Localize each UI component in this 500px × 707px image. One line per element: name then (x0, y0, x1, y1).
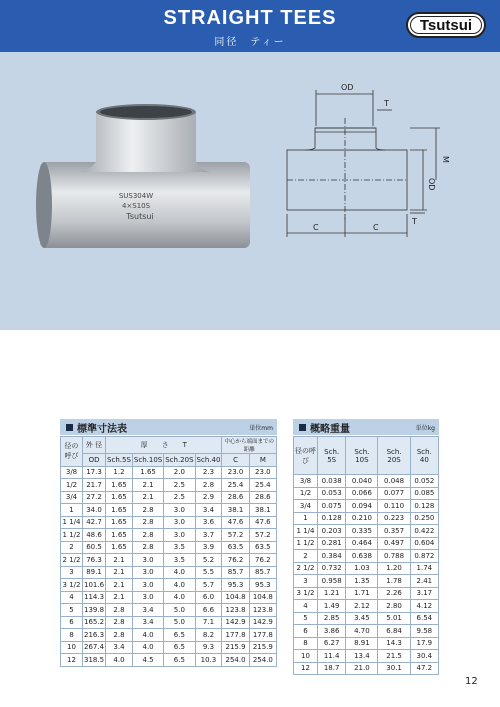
table-row (294, 475, 439, 488)
table-cell: 21.5 (378, 650, 410, 663)
table-cell: 23.0 (249, 466, 276, 479)
table-row (61, 616, 277, 629)
table-row (294, 487, 439, 500)
table-cell: 17.3 (83, 466, 106, 479)
label-t-top: T (384, 99, 389, 108)
table-cell: 1.65 (106, 504, 133, 517)
table-cell: 34.0 (83, 504, 106, 517)
table-cell: 114.3 (83, 591, 106, 604)
table-cell: 3/8 (61, 466, 83, 479)
table-cell: 0.422 (410, 525, 438, 538)
table-cell: 2.1 (106, 591, 133, 604)
table-row (294, 562, 439, 575)
table-cell: 8.91 (346, 637, 378, 650)
table-cell: 1.35 (346, 575, 378, 588)
label-c-left: C (313, 223, 319, 232)
weight-table-unit: 単位kg (415, 424, 435, 432)
col-sch40: Sch.40 (195, 454, 222, 467)
table-cell: 1.2 (106, 466, 133, 479)
table-cell: 76.2 (222, 554, 249, 567)
square-bullet-icon (66, 424, 73, 431)
table-cell: 3.5 (164, 541, 195, 554)
table-cell: 4.0 (132, 629, 163, 642)
table-cell: 5 (294, 612, 318, 625)
table-cell: 1.65 (132, 466, 163, 479)
table-cell: 30.4 (410, 650, 438, 663)
table-row (294, 537, 439, 550)
table-cell: 4.12 (410, 600, 438, 613)
table-cell: 2.3 (195, 466, 222, 479)
table-cell: 10.3 (195, 654, 222, 667)
table-cell: 1.71 (346, 587, 378, 600)
col-sch20s: Sch.20S (164, 454, 195, 467)
col-sch40: Sch. 40 (410, 437, 438, 475)
table-cell: 38.1 (222, 504, 249, 517)
table-cell: 47.6 (222, 516, 249, 529)
table-cell: 2.8 (132, 516, 163, 529)
table-cell: 0.053 (318, 487, 346, 500)
table-cell: 254.0 (222, 654, 249, 667)
table-row (294, 587, 439, 600)
table-cell: 0.384 (318, 550, 346, 563)
label-c-right: C (373, 223, 379, 232)
table-cell: 5.0 (164, 616, 195, 629)
logo-border (410, 16, 482, 34)
table-cell: 17.9 (410, 637, 438, 650)
table-row (61, 554, 277, 567)
table-cell: 4.0 (132, 641, 163, 654)
table-cell: 0.040 (346, 475, 378, 488)
table-cell: 0.210 (346, 512, 378, 525)
table-cell: 9.58 (410, 625, 438, 638)
table-cell: 0.357 (378, 525, 410, 538)
table-cell: 4 (61, 591, 83, 604)
table-cell: 0.958 (318, 575, 346, 588)
table-cell: 10 (294, 650, 318, 663)
table-cell: 2.9 (195, 491, 222, 504)
table-cell: 13.4 (346, 650, 378, 663)
table-cell: 2.8 (195, 479, 222, 492)
brand-logo (406, 12, 486, 38)
table-cell: 4.0 (164, 591, 195, 604)
table-cell: 2.85 (318, 612, 346, 625)
table-cell: 85.7 (222, 566, 249, 579)
table-cell: 3 (61, 566, 83, 579)
table-cell: 177.8 (222, 629, 249, 642)
table-cell: 0.038 (318, 475, 346, 488)
dimension-table-title: 標準寸法表 (77, 423, 127, 435)
table-row (61, 654, 277, 667)
label-od-side: OD (427, 178, 436, 191)
table-row (61, 604, 277, 617)
table-cell: 101.6 (83, 579, 106, 592)
product-photo-area (0, 52, 500, 330)
table-row (294, 625, 439, 638)
table-row (61, 516, 277, 529)
table-cell: 2.41 (410, 575, 438, 588)
table-cell: 9.3 (195, 641, 222, 654)
table-cell: 25.4 (222, 479, 249, 492)
table-cell: 5.01 (378, 612, 410, 625)
table-row (294, 600, 439, 613)
table-cell: 3 1/2 (294, 587, 318, 600)
table-row (61, 529, 277, 542)
tee-photo (36, 104, 250, 248)
table-cell: 76.2 (249, 554, 276, 567)
table-cell: 6.5 (164, 654, 195, 667)
table-cell: 85.7 (249, 566, 276, 579)
table-cell: 2.1 (106, 566, 133, 579)
table-cell: 8 (294, 637, 318, 650)
table-cell: 4.5 (132, 654, 163, 667)
dimension-table (60, 436, 277, 667)
table-cell: 0.638 (346, 550, 378, 563)
table-row (294, 512, 439, 525)
table-cell: 3.6 (195, 516, 222, 529)
table-cell: 0.250 (410, 512, 438, 525)
table-cell: 2.1 (132, 479, 163, 492)
table-cell: 7.1 (195, 616, 222, 629)
table-cell: 2.1 (132, 491, 163, 504)
table-cell: 18.7 (318, 662, 346, 675)
table-cell: 3.17 (410, 587, 438, 600)
table-cell: 2.8 (132, 504, 163, 517)
table-row (61, 566, 277, 579)
table-cell: 0.788 (378, 550, 410, 563)
table-cell: 6.27 (318, 637, 346, 650)
table-cell: 1.65 (106, 516, 133, 529)
table-cell: 6.54 (410, 612, 438, 625)
col-m: M (249, 454, 276, 467)
table-cell: 0.075 (318, 500, 346, 513)
table-cell: 3/4 (294, 500, 318, 513)
table-row (294, 550, 439, 563)
tee-illustration (0, 52, 500, 330)
col-thickness: 厚 さ T (106, 437, 222, 454)
col-sch10s: Sch. 10S (346, 437, 378, 475)
table-cell: 3.0 (164, 504, 195, 517)
table-cell: 104.8 (222, 591, 249, 604)
photo-marking-1: SUS304W (118, 192, 154, 200)
table-row (294, 525, 439, 538)
page-header (0, 0, 500, 52)
table-cell: 3 1/2 (61, 579, 83, 592)
table-cell: 1.65 (106, 491, 133, 504)
dimension-table-unit: 単位mm (249, 424, 273, 432)
table-cell: 2 1/2 (61, 554, 83, 567)
table-cell: 23.0 (222, 466, 249, 479)
table-cell: 63.5 (222, 541, 249, 554)
table-cell: 6.5 (164, 629, 195, 642)
table-cell: 3.4 (106, 641, 133, 654)
label-m: M (441, 156, 450, 163)
table-cell: 1 1/2 (61, 529, 83, 542)
dimension-table-body (61, 466, 277, 666)
table-cell: 28.6 (249, 491, 276, 504)
table-cell: 3.86 (318, 625, 346, 638)
table-cell: 2.12 (346, 600, 378, 613)
dimension-table-header (60, 419, 277, 435)
col-sch5s: Sch. 5S (318, 437, 346, 475)
table-cell: 57.2 (222, 529, 249, 542)
square-bullet-icon (299, 424, 306, 431)
table-cell: 1.78 (378, 575, 410, 588)
table-cell: 63.5 (249, 541, 276, 554)
table-cell: 2.5 (164, 491, 195, 504)
table-row (61, 591, 277, 604)
table-cell: 76.3 (83, 554, 106, 567)
col-c: C (222, 454, 249, 467)
table-cell: 4.0 (106, 654, 133, 667)
col-sch5s: Sch.5S (106, 454, 133, 467)
table-row (61, 491, 277, 504)
table-cell: 5.0 (164, 604, 195, 617)
table-cell: 5.7 (195, 579, 222, 592)
table-cell: 11.4 (318, 650, 346, 663)
table-cell: 0.048 (378, 475, 410, 488)
table-cell: 8.2 (195, 629, 222, 642)
table-cell: 215.9 (222, 641, 249, 654)
table-cell: 215.9 (249, 641, 276, 654)
logo-text: Tsutsui (419, 16, 473, 34)
page-number: 12 (465, 676, 478, 687)
label-t-side: T (412, 217, 417, 226)
table-cell: 123.8 (222, 604, 249, 617)
weight-table-title: 概略重量 (310, 423, 350, 435)
table-cell: 89.1 (83, 566, 106, 579)
table-cell: 165.2 (83, 616, 106, 629)
weight-table (293, 436, 439, 675)
table-cell: 123.8 (249, 604, 276, 617)
table-cell: 57.2 (249, 529, 276, 542)
tee-drawing (287, 90, 440, 237)
table-cell: 2.8 (132, 541, 163, 554)
table-cell: 0.604 (410, 537, 438, 550)
table-cell: 3.4 (195, 504, 222, 517)
table-cell: 0.085 (410, 487, 438, 500)
table-cell: 48.6 (83, 529, 106, 542)
table-cell: 6 (61, 616, 83, 629)
table-cell: 0.335 (346, 525, 378, 538)
table-cell: 3.0 (164, 516, 195, 529)
col-sch20s: Sch. 20S (378, 437, 410, 475)
table-cell: 1.65 (106, 541, 133, 554)
table-cell: 3 (294, 575, 318, 588)
table-row (61, 504, 277, 517)
table-cell: 47.6 (249, 516, 276, 529)
table-cell: 21.0 (346, 662, 378, 675)
table-cell: 1 1/4 (61, 516, 83, 529)
table-row (61, 629, 277, 642)
table-cell: 2.8 (106, 604, 133, 617)
table-cell: 95.3 (249, 579, 276, 592)
table-cell: 30.1 (378, 662, 410, 675)
col-size: 径の呼び (294, 437, 318, 475)
table-cell: 2.1 (106, 579, 133, 592)
table-cell: 14.3 (378, 637, 410, 650)
table-cell: 3.0 (132, 566, 163, 579)
table-cell: 139.8 (83, 604, 106, 617)
table-cell: 2.5 (164, 479, 195, 492)
table-cell: 1.65 (106, 529, 133, 542)
col-sch10s: Sch.10S (132, 454, 163, 467)
col-size: 径の呼び (61, 437, 83, 467)
table-cell: 0.732 (318, 562, 346, 575)
table-cell: 216.3 (83, 629, 106, 642)
table-cell: 42.7 (83, 516, 106, 529)
table-cell: 318.5 (83, 654, 106, 667)
table-cell: 0.110 (378, 500, 410, 513)
table-cell: 104.8 (249, 591, 276, 604)
table-cell: 5.2 (195, 554, 222, 567)
table-cell: 6 (294, 625, 318, 638)
label-od-top: OD (341, 83, 354, 92)
table-row (61, 466, 277, 479)
table-cell: 2.8 (106, 629, 133, 642)
table-cell: 5.5 (195, 566, 222, 579)
table-cell: 2 (294, 550, 318, 563)
weight-table-header (293, 419, 439, 435)
table-cell: 2.26 (378, 587, 410, 600)
table-cell: 0.052 (410, 475, 438, 488)
table-cell: 12 (294, 662, 318, 675)
table-cell: 3/4 (61, 491, 83, 504)
table-cell: 1 (294, 512, 318, 525)
table-cell: 1.65 (106, 479, 133, 492)
table-row (61, 479, 277, 492)
table-cell: 6.6 (195, 604, 222, 617)
table-cell: 0.223 (378, 512, 410, 525)
table-cell: 3.45 (346, 612, 378, 625)
table-cell: 1.21 (318, 587, 346, 600)
table-cell: 1/2 (294, 487, 318, 500)
table-cell: 3.0 (132, 591, 163, 604)
table-cell: 21.7 (83, 479, 106, 492)
table-cell: 4.0 (164, 566, 195, 579)
table-cell: 3.4 (132, 616, 163, 629)
table-cell: 3.7 (195, 529, 222, 542)
table-cell: 60.5 (83, 541, 106, 554)
table-cell: 6.5 (164, 641, 195, 654)
table-cell: 2.80 (378, 600, 410, 613)
table-cell: 3.9 (195, 541, 222, 554)
table-cell: 142.9 (249, 616, 276, 629)
table-cell: 2.8 (106, 616, 133, 629)
table-cell: 25.4 (249, 479, 276, 492)
table-row (61, 641, 277, 654)
table-cell: 28.6 (222, 491, 249, 504)
table-cell: 5 (61, 604, 83, 617)
table-cell: 0.203 (318, 525, 346, 538)
photo-marking-logo: Tsutsui (126, 212, 154, 221)
table-cell: 6.0 (195, 591, 222, 604)
table-cell: 38.1 (249, 504, 276, 517)
table-cell: 1.03 (346, 562, 378, 575)
table-cell: 1/2 (61, 479, 83, 492)
table-row (294, 662, 439, 675)
col-center: 中心から端面までの距離 (222, 437, 277, 454)
table-cell: 12 (61, 654, 83, 667)
table-cell: 95.3 (222, 579, 249, 592)
table-cell: 1.20 (378, 562, 410, 575)
table-cell: 2.0 (164, 466, 195, 479)
table-cell: 254.0 (249, 654, 276, 667)
table-cell: 177.8 (249, 629, 276, 642)
table-cell: 6.84 (378, 625, 410, 638)
table-cell: 3/8 (294, 475, 318, 488)
table-cell: 142.9 (222, 616, 249, 629)
table-cell: 0.094 (346, 500, 378, 513)
table-cell: 3.0 (164, 529, 195, 542)
table-cell: 1 1/2 (294, 537, 318, 550)
table-cell: 0.281 (318, 537, 346, 550)
table-cell: 27.2 (83, 491, 106, 504)
table-row (61, 579, 277, 592)
table-cell: 2 (61, 541, 83, 554)
table-cell: 10 (61, 641, 83, 654)
table-cell: 0.077 (378, 487, 410, 500)
table-cell: 0.497 (378, 537, 410, 550)
table-row (61, 541, 277, 554)
table-row (294, 500, 439, 513)
table-cell: 2 1/2 (294, 562, 318, 575)
table-cell: 0.464 (346, 537, 378, 550)
table-cell: 4 (294, 600, 318, 613)
table-row (294, 575, 439, 588)
table-cell: 267.4 (83, 641, 106, 654)
weight-table-body (294, 475, 439, 675)
table-cell: 8 (61, 629, 83, 642)
table-row (294, 612, 439, 625)
table-cell: 1 1/4 (294, 525, 318, 538)
table-cell: 4.70 (346, 625, 378, 638)
table-row (294, 650, 439, 663)
page-subtitle: 同径 ティー (214, 37, 286, 48)
table-cell: 0.872 (410, 550, 438, 563)
table-cell: 2.8 (132, 529, 163, 542)
table-row (294, 637, 439, 650)
table-cell: 3.4 (132, 604, 163, 617)
table-cell: 47.2 (410, 662, 438, 675)
page-title: STRAIGHT TEES (163, 7, 337, 29)
table-cell: 3.5 (164, 554, 195, 567)
table-cell: 1.49 (318, 600, 346, 613)
col-od-short: OD (83, 454, 106, 467)
table-cell: 3.0 (132, 554, 163, 567)
table-cell: 0.128 (318, 512, 346, 525)
table-cell: 1 (61, 504, 83, 517)
table-cell: 2.1 (106, 554, 133, 567)
table-cell: 0.128 (410, 500, 438, 513)
table-cell: 4.0 (164, 579, 195, 592)
table-cell: 1.74 (410, 562, 438, 575)
photo-marking-2: 4×S10S (121, 202, 151, 210)
table-cell: 3.0 (132, 579, 163, 592)
table-cell: 0.066 (346, 487, 378, 500)
col-od: 外 径 (83, 437, 106, 454)
